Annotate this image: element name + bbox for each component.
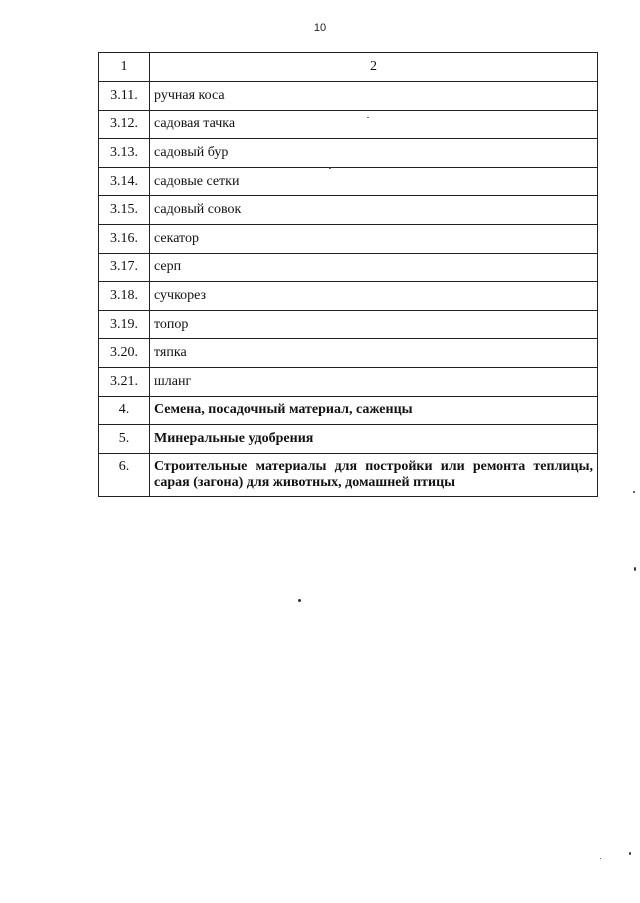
scan-speck [629,852,631,855]
row-name: садовая тачка [150,110,598,139]
column-header-name: 2 [150,53,598,82]
row-number: 3.11. [99,82,150,111]
row-number: 3.15. [99,196,150,225]
scan-speck [298,599,301,602]
table-row [99,339,598,368]
row-name: садовый бур [150,139,598,168]
table-row [99,167,598,196]
table-header-row [99,53,598,82]
row-name: серп [150,253,598,282]
table-row [99,453,598,496]
row-name: Строительные материалы для постройки или ремонта теплицы, сарая (загона) для животных, домашней птицы [150,453,598,496]
row-number: 3.17. [99,253,150,282]
scan-speck [329,167,331,169]
table-row [99,82,598,111]
table-row [99,310,598,339]
row-name: шланг [150,367,598,396]
row-name: топор [150,310,598,339]
row-number: 3.18. [99,282,150,311]
scan-speck [634,567,636,571]
row-name: Семена, посадочный материал, саженцы [150,396,598,425]
page-number: 10 [313,22,327,34]
table-row [99,224,598,253]
row-number: 3.12. [99,110,150,139]
table-row [99,110,598,139]
row-name: ручная коса [150,82,598,111]
row-number: 3.20. [99,339,150,368]
row-name: сучкорез [150,282,598,311]
row-name: Минеральные удобрения [150,425,598,454]
table-row [99,253,598,282]
scan-speck [600,858,601,859]
row-number: 3.14. [99,167,150,196]
row-name: секатор [150,224,598,253]
row-number: 6. [99,453,150,496]
row-name: тяпка [150,339,598,368]
scan-speck [633,491,635,493]
column-header-number: 1 [99,53,150,82]
row-number: 3.21. [99,367,150,396]
table-row [99,196,598,225]
table-row [99,396,598,425]
table-row [99,367,598,396]
row-number: 3.13. [99,139,150,168]
row-number: 5. [99,425,150,454]
row-name: садовые сетки [150,167,598,196]
table-row [99,139,598,168]
table-row [99,282,598,311]
row-number: 4. [99,396,150,425]
table-row [99,425,598,454]
row-number: 3.16. [99,224,150,253]
items-table [98,52,598,497]
scan-speck [367,117,369,118]
row-number: 3.19. [99,310,150,339]
row-name: садовый совок [150,196,598,225]
